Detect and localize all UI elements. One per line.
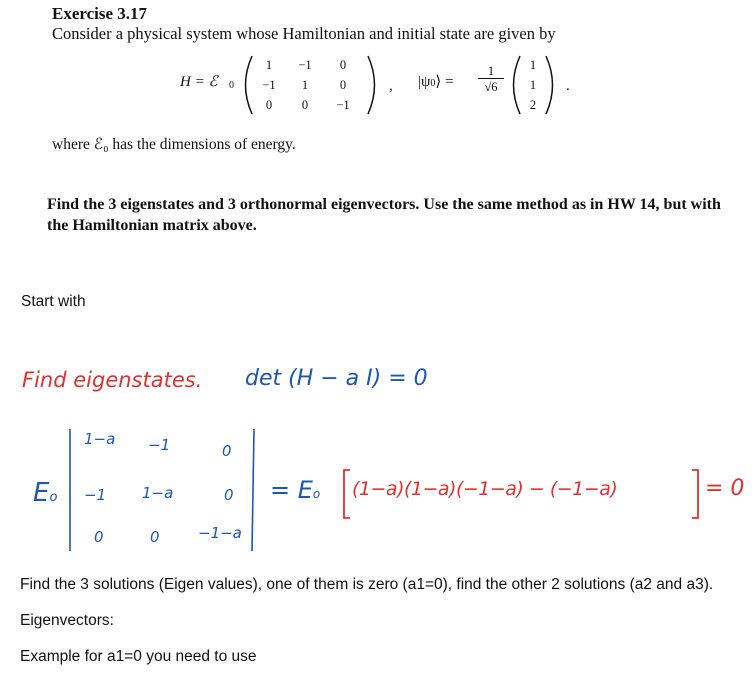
det-cell: 0 [224, 486, 234, 504]
task-instructions: Find the 3 eigenstates and 3 orthonormal eigenvectors. Use the same method as in HW 14, but with the Hamiltonian matrix above. [47, 196, 721, 234]
rhs-e0 [270, 476, 320, 504]
matrix-cell: 1 [301, 78, 309, 92]
matrix-cell: 1 [265, 58, 273, 72]
matrix-cell: −1 [336, 98, 350, 112]
matrix-cell: 0 [301, 98, 309, 112]
ket-symbol: |ψ [418, 74, 431, 90]
det-cell: 0 [222, 442, 232, 460]
initial-state-ket [418, 72, 453, 91]
determinant-matrix [80, 430, 260, 550]
rhs-subscript: o [312, 487, 321, 501]
det-cell: −1 [148, 436, 171, 454]
state-separator: . [566, 78, 570, 94]
fraction-denominator: √6 [478, 78, 504, 95]
energy-dimension-note: where ℰ₀ has the dimensions of energy. [52, 136, 296, 153]
matrix-cell: 0 [339, 58, 347, 72]
find-eigenstates-handwriting: Find eigenstates. [22, 368, 203, 392]
vector-cell: 2 [529, 98, 537, 112]
solutions-instructions: Find the 3 solutions (Eigen values), one of them is zero (a1=0), find the other 2 solutions (a2 and a3). [20, 576, 714, 593]
start-with-label: Start with [21, 293, 86, 310]
det-cell: 0 [94, 528, 104, 546]
matrix-cell: −1 [262, 78, 276, 92]
fraction-numerator: 1 [487, 64, 495, 78]
exercise-title: Exercise 3.17 [52, 4, 148, 23]
det-cell: 1−a [84, 430, 116, 448]
det-cell: 0 [150, 528, 160, 546]
normalization-fraction [478, 64, 504, 95]
expansion-equals-zero: = 0 [705, 476, 745, 501]
hamiltonian-equation [0, 0, 755, 130]
hamiltonian-separator: , [389, 78, 393, 94]
vector-cell: 1 [529, 58, 537, 72]
determinant-equation-handwriting: det (H − a I) = 0 [245, 366, 428, 391]
e0-subscript: o [49, 490, 58, 505]
rhs-equals-e: = E [270, 476, 313, 504]
matrix-cell: −1 [298, 58, 312, 72]
eigenvectors-label: Eigenvectors: [20, 612, 114, 629]
det-cell: −1−a [198, 524, 242, 542]
ket-subscript: 0 [430, 78, 436, 89]
hamiltonian-matrix [252, 56, 372, 116]
e0-letter: E [33, 478, 50, 508]
matrix-cell: 0 [339, 78, 347, 92]
det-cell: 1−a [142, 484, 174, 502]
example-instructions: Example for a1=0 you need to use [20, 648, 257, 665]
hamiltonian-subscript: 0 [229, 80, 234, 91]
e0-factor [33, 478, 57, 508]
det-cell: −1 [84, 486, 107, 504]
ket-close: ⟩ = [435, 74, 454, 90]
exercise-intro: Consider a physical system whose Hamiltonian and initial state are given by [52, 24, 556, 43]
hamiltonian-lhs: H = ℰ [180, 74, 218, 90]
determinant-expansion: (1−a)(1−a)(−1−a) − (−1−a) [352, 478, 618, 500]
vector-cell: 1 [529, 78, 537, 92]
matrix-cell: 0 [265, 98, 273, 112]
